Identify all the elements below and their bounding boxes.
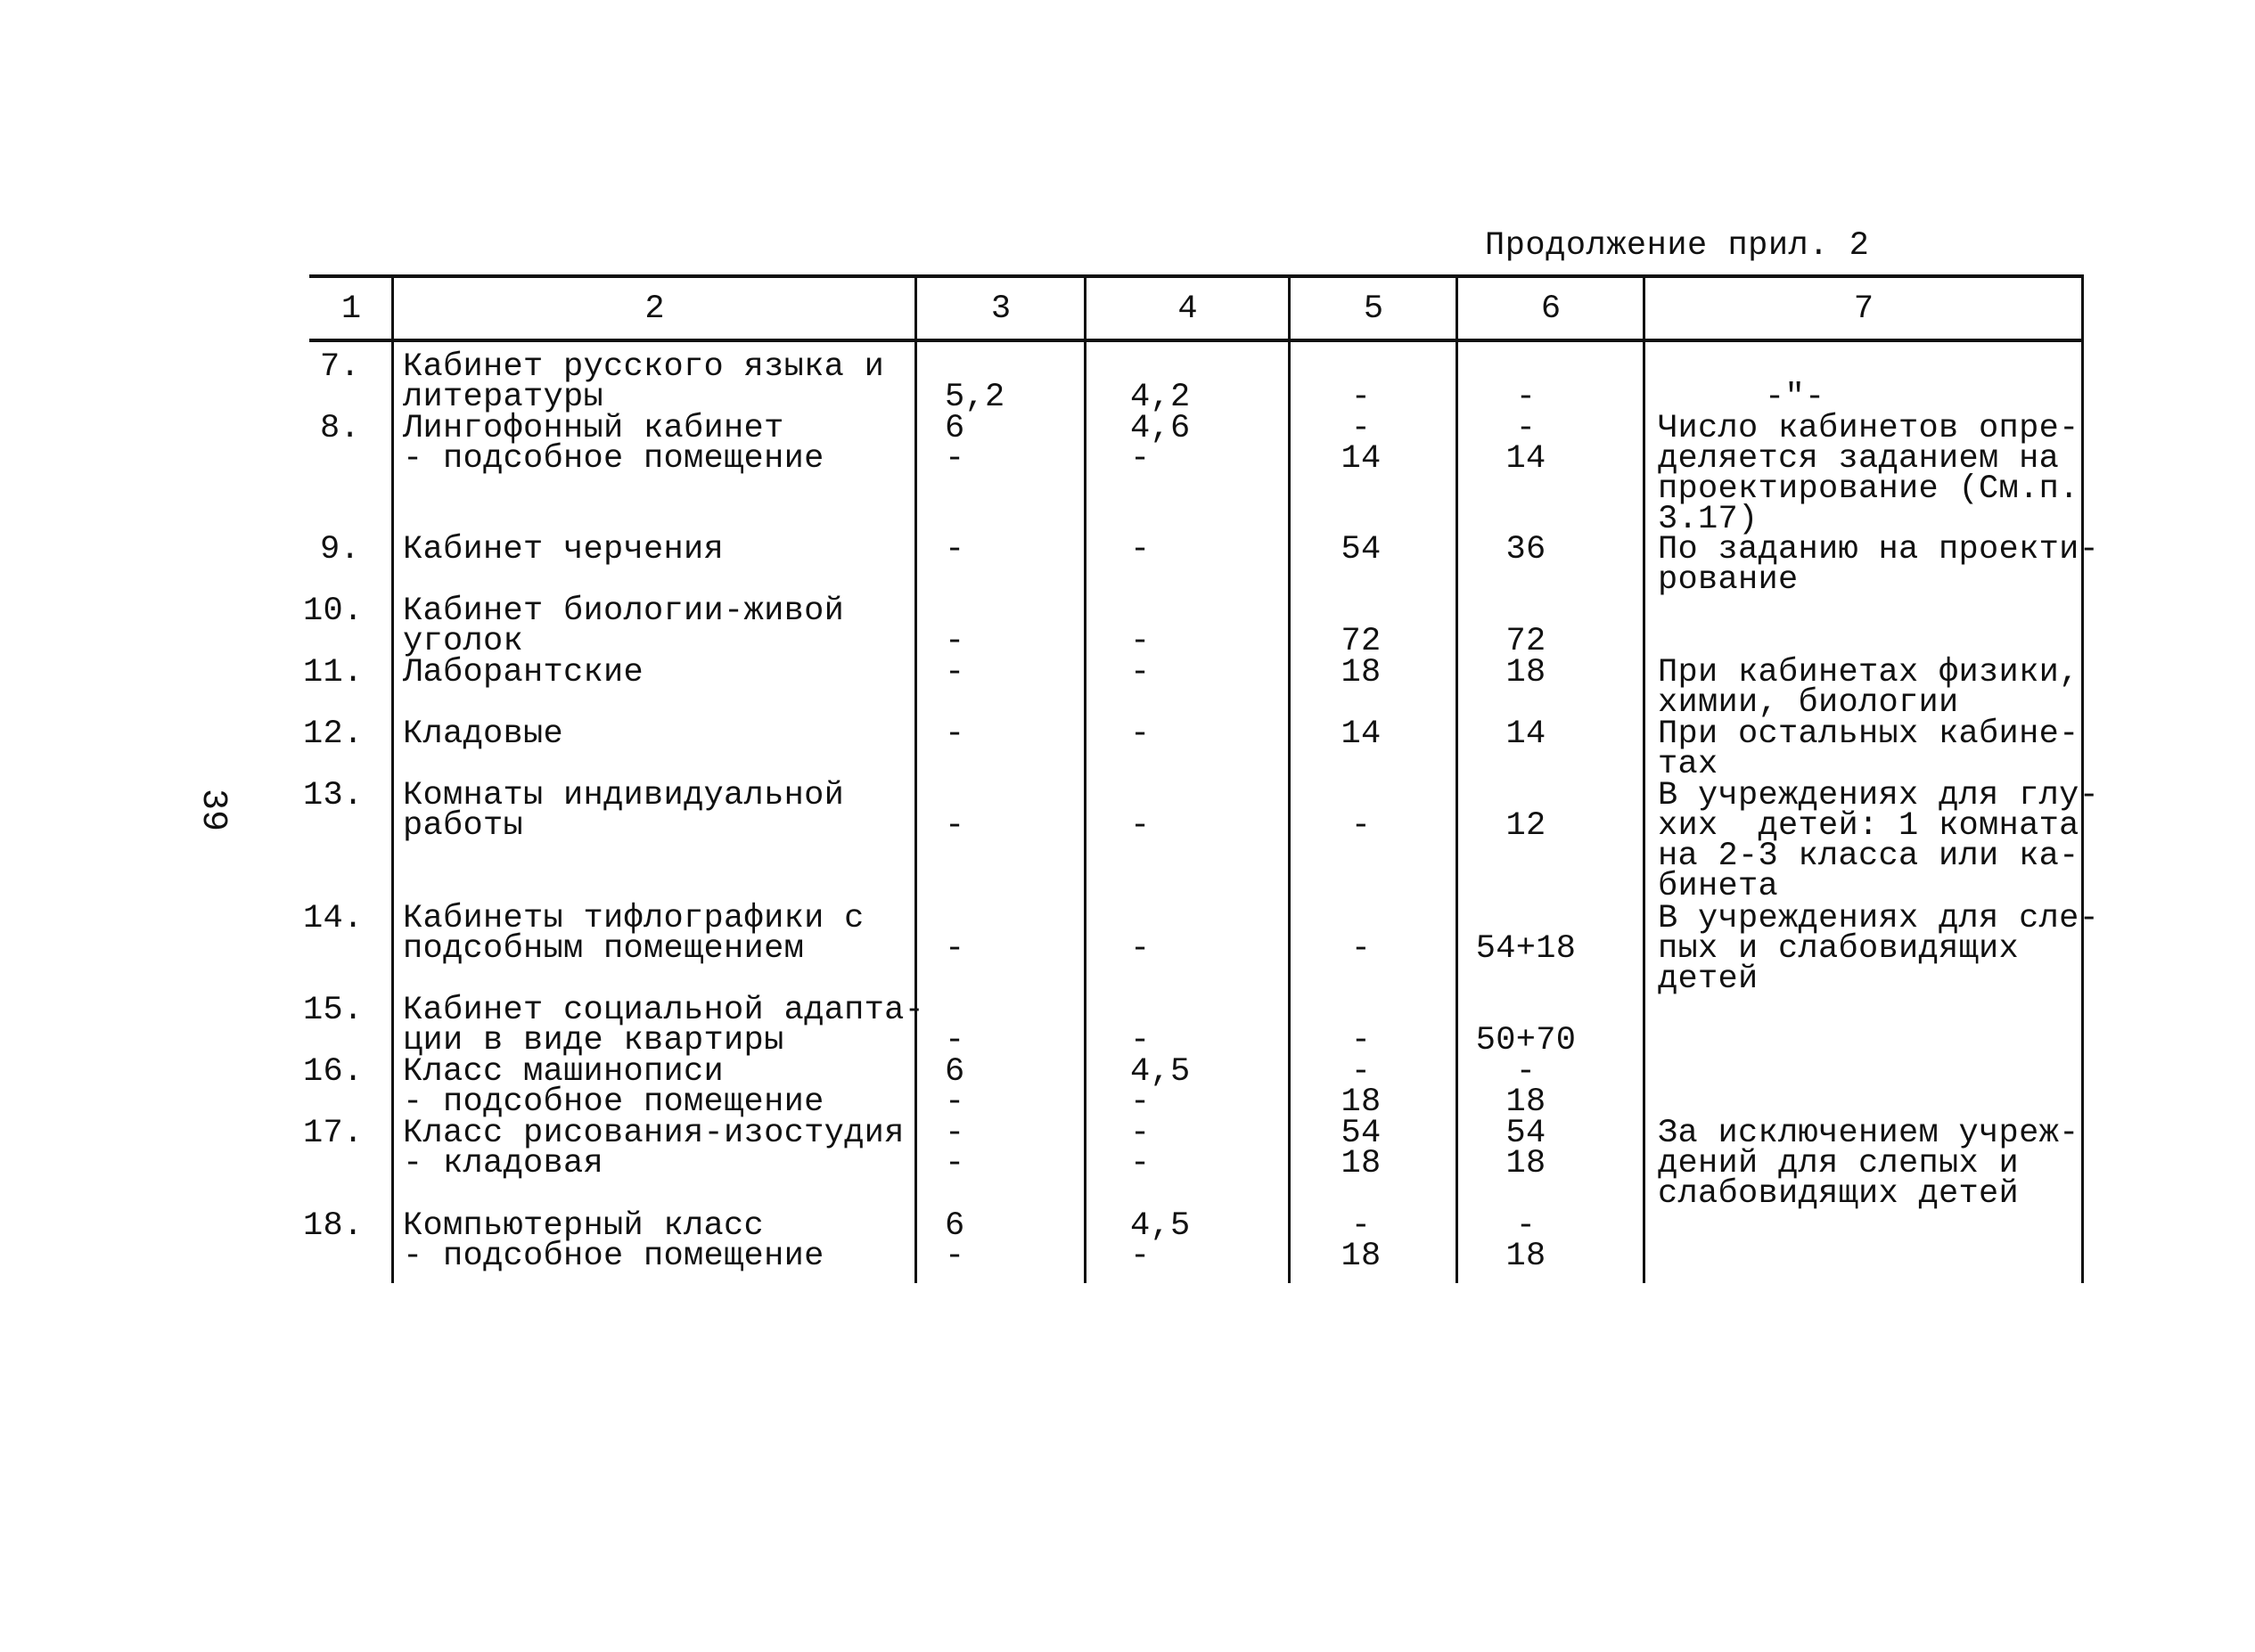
value-c3: 5,2: [945, 379, 1005, 416]
value-c6: -: [1515, 379, 1537, 416]
value-c3: 6 -: [945, 1207, 965, 1275]
value-c5: - 14: [1341, 410, 1382, 478]
item-name: литературы: [403, 379, 604, 416]
row-number: 8.: [319, 410, 360, 447]
item-name: Кабинет социальной адапта-: [403, 992, 925, 1029]
value-c6: - 18: [1505, 1207, 1546, 1275]
note-text: детей: [1658, 961, 1759, 998]
value-c6: 14: [1505, 716, 1546, 753]
column-rule: [1084, 274, 1086, 1283]
note-text: на 2-3 класса или ка-: [1658, 838, 2079, 875]
note-text: 3.17): [1658, 501, 1759, 538]
value-c5: 54 18: [1341, 1115, 1382, 1182]
row-number: 14.: [303, 900, 364, 937]
value-c3: -: [945, 623, 965, 660]
item-name: - подсобное помещение: [403, 440, 824, 478]
column-header: 7: [1853, 290, 1874, 328]
note-text: В учреждениях для глу-: [1658, 777, 2100, 814]
row-number: 17.: [303, 1115, 364, 1152]
item-name: Комнаты индивидуальной: [403, 777, 845, 814]
value-c4: -: [1130, 1022, 1151, 1059]
value-c3: 6 -: [945, 410, 965, 478]
row-number: 9.: [319, 531, 360, 568]
value-c6: - 14: [1505, 410, 1546, 478]
value-c4: 4,2: [1130, 379, 1191, 416]
note-text: тах: [1658, 746, 1718, 783]
row-number: 13.: [303, 777, 364, 814]
value-c6: - 18: [1505, 1053, 1546, 1121]
value-c4: -: [1130, 623, 1151, 660]
note-text: бинета: [1658, 868, 1779, 905]
value-c4: 4,6 -: [1130, 410, 1191, 478]
note-text: хих детей: 1 комната: [1658, 807, 2079, 845]
note-text: дений для слепых и: [1658, 1145, 2020, 1182]
row-number: 11.: [303, 654, 364, 691]
value-c4: - -: [1130, 1115, 1151, 1182]
item-name: Кабинеты тифлографики с: [403, 900, 865, 937]
note-text: В учреждениях для сле-: [1658, 900, 2100, 937]
item-name: Класс машинописи: [403, 1053, 725, 1091]
column-rule: [391, 274, 394, 1283]
item-name: подсобным помещением: [403, 930, 805, 968]
row-number: 16.: [303, 1053, 364, 1091]
value-c6: 36: [1505, 531, 1546, 568]
row-number: 7.: [319, 348, 360, 386]
item-name: работы: [403, 807, 524, 845]
value-c4: 4,5 -: [1130, 1207, 1191, 1275]
value-c4: -: [1130, 654, 1151, 691]
table-caption: Продолжение прил. 2: [1485, 227, 1870, 265]
note-text: пых и слабовидящих: [1658, 930, 2020, 968]
value-c4: -: [1130, 930, 1151, 968]
item-name: уголок: [403, 623, 524, 660]
value-c4: -: [1130, 807, 1151, 845]
value-c3: -: [945, 654, 965, 691]
value-c6: 18: [1505, 654, 1546, 691]
item-name: - подсобное помещение: [403, 1238, 824, 1275]
item-name: Класс рисования-изостудия: [403, 1115, 905, 1152]
note-text: При кабинетах физики,: [1658, 654, 2079, 691]
row-number: 10.: [303, 593, 364, 630]
value-c5: - 18: [1341, 1207, 1382, 1275]
value-c3: -: [945, 531, 965, 568]
item-name: ции в виде квартиры: [403, 1022, 784, 1059]
value-c3: 6 -: [945, 1053, 965, 1121]
value-c5: -: [1350, 807, 1372, 845]
value-c5: -: [1350, 930, 1372, 968]
value-c3: -: [945, 930, 965, 968]
item-name: Компьютерный класс: [403, 1207, 765, 1245]
note-text: За исключением учреж-: [1658, 1115, 2079, 1152]
row-number: 18.: [303, 1207, 364, 1245]
column-header: 1: [340, 290, 362, 328]
note-text: деляется заданием на: [1658, 440, 2060, 478]
column-header: 6: [1540, 290, 1562, 328]
note-text: -"-: [1765, 379, 1825, 416]
value-c6: 54+18: [1475, 930, 1577, 968]
value-c6: 12: [1505, 807, 1546, 845]
value-c5: -: [1350, 379, 1372, 416]
item-name: Кабинет русского языка и: [403, 348, 885, 386]
value-c5: 14: [1341, 716, 1382, 753]
item-name: Лингофонный кабинет: [403, 410, 784, 447]
row-number: 15.: [303, 992, 364, 1029]
column-rule: [914, 274, 917, 1283]
column-header: 5: [1363, 290, 1384, 328]
column-rule: [1288, 274, 1291, 1283]
value-c5: 72: [1341, 623, 1382, 660]
page-number: 39: [193, 789, 233, 832]
column-header: 4: [1177, 290, 1198, 328]
item-name: - подсобное помещение: [403, 1084, 824, 1121]
value-c4: -: [1130, 716, 1151, 753]
item-name: Кабинет биологии-живой: [403, 593, 845, 630]
value-c4: -: [1130, 531, 1151, 568]
value-c6: 72: [1505, 623, 1546, 660]
note-text: слабовидящих детей: [1658, 1175, 2020, 1213]
item-name: Лаборантские: [403, 654, 644, 691]
column-header: 3: [990, 290, 1012, 328]
value-c6: 54 18: [1505, 1115, 1546, 1182]
row-number: 12.: [303, 716, 364, 753]
note-text: рование: [1658, 561, 1799, 599]
note-text: проектирование (См.п.: [1658, 470, 2079, 508]
value-c6: 50+70: [1475, 1022, 1577, 1059]
item-name: - кладовая: [403, 1145, 604, 1182]
value-c4: 4,5 -: [1130, 1053, 1191, 1121]
header-bottom-rule: [309, 339, 2083, 342]
item-name: Кладовые: [403, 716, 564, 753]
value-c3: -: [945, 807, 965, 845]
note-text: По заданию на проекти-: [1658, 531, 2100, 568]
note-text: Число кабинетов опре-: [1658, 410, 2079, 447]
value-c5: - 18: [1341, 1053, 1382, 1121]
value-c5: -: [1350, 1022, 1372, 1059]
column-rule: [1643, 274, 1645, 1283]
value-c5: 18: [1341, 654, 1382, 691]
column-header: 2: [644, 290, 665, 328]
table-top-rule: [309, 274, 2083, 278]
value-c3: -: [945, 716, 965, 753]
item-name: Кабинет черчения: [403, 531, 725, 568]
value-c3: -: [945, 1022, 965, 1059]
note-text: химии, биологии: [1658, 684, 1959, 722]
note-text: При остальных кабине-: [1658, 716, 2079, 753]
value-c3: - -: [945, 1115, 965, 1182]
value-c5: 54: [1341, 531, 1382, 568]
column-rule: [1456, 274, 1458, 1283]
